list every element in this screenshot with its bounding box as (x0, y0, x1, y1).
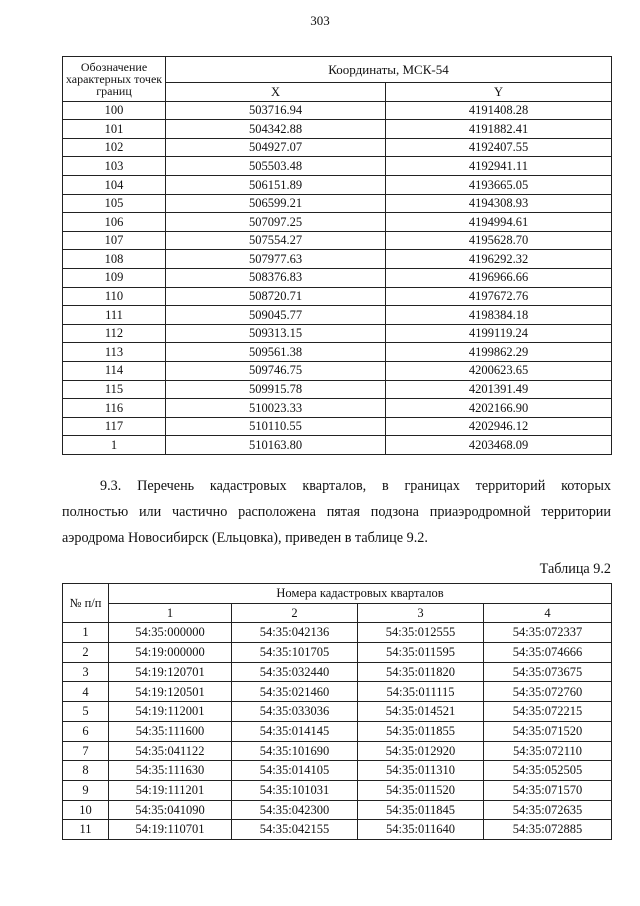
cadastral-number-cell: 54:35:042300 (232, 800, 358, 820)
coordinates-group-header: Координаты, МСК-54 (166, 57, 612, 83)
row-number-cell: 8 (63, 761, 109, 781)
point-id-cell: 101 (63, 120, 166, 139)
point-id-cell: 103 (63, 157, 166, 176)
y-coordinate-cell: 4194308.93 (386, 194, 612, 213)
x-coordinate-cell: 510110.55 (166, 417, 386, 436)
cadastral-number-cell: 54:35:072215 (484, 702, 612, 722)
point-id-cell: 102 (63, 138, 166, 157)
row-number-cell: 7 (63, 741, 109, 761)
x-coordinate-cell: 505503.48 (166, 157, 386, 176)
cadastral-number-cell: 54:35:072110 (484, 741, 612, 761)
cadastral-number-cell: 54:35:052505 (484, 761, 612, 781)
x-coordinate-cell: 504927.07 (166, 138, 386, 157)
row-number-cell: 3 (63, 662, 109, 682)
y-coordinate-cell: 4192407.55 (386, 138, 612, 157)
cadastral-number-cell: 54:35:033036 (232, 702, 358, 722)
y-coordinate-cell: 4203468.09 (386, 436, 612, 455)
point-id-cell: 108 (63, 250, 166, 269)
table-row (63, 175, 612, 194)
cadastral-number-cell: 54:35:042136 (232, 623, 358, 643)
y-coordinate-cell: 4199862.29 (386, 343, 612, 362)
x-coordinate-cell: 507097.25 (166, 213, 386, 232)
table-row (63, 399, 612, 418)
point-id-cell: 113 (63, 343, 166, 362)
table-row (63, 643, 612, 663)
cadastral-number-cell: 54:35:011115 (358, 682, 484, 702)
table-row (63, 361, 612, 380)
y-column-header: Y (386, 83, 612, 102)
row-number-cell: 5 (63, 702, 109, 722)
cadastral-quarters-table-body (63, 623, 612, 840)
table-row (63, 138, 612, 157)
row-number-header: № п/п (63, 584, 109, 623)
cadastral-number-cell: 54:35:012555 (358, 623, 484, 643)
point-id-cell: 110 (63, 287, 166, 306)
cadastral-number-cell: 54:35:072885 (484, 820, 612, 840)
table-row (63, 157, 612, 176)
point-id-cell: 111 (63, 306, 166, 325)
x-coordinate-cell: 508720.71 (166, 287, 386, 306)
y-coordinate-cell: 4202946.12 (386, 417, 612, 436)
table-row (63, 741, 612, 761)
table-row (63, 101, 612, 120)
x-coordinate-cell: 509746.75 (166, 361, 386, 380)
cadastral-number-cell: 54:35:021460 (232, 682, 358, 702)
cadastral-number-cell: 54:35:014105 (232, 761, 358, 781)
coordinates-table-body (63, 101, 612, 454)
cadastral-number-cell: 54:35:071570 (484, 780, 612, 800)
table-row (63, 380, 612, 399)
table-row (63, 436, 612, 455)
cadastral-number-cell: 54:35:011855 (358, 721, 484, 741)
point-id-cell: 117 (63, 417, 166, 436)
row-number-cell: 4 (63, 682, 109, 702)
row-number-cell: 6 (63, 721, 109, 741)
point-id-cell: 104 (63, 175, 166, 194)
cadastral-number-cell: 54:35:011310 (358, 761, 484, 781)
paragraph-line: полностью или частично расположена пятая подзона приаэродромной территории (62, 504, 611, 520)
table-row (63, 623, 612, 643)
cadastral-number-cell: 54:19:110701 (109, 820, 232, 840)
column-number-header: 2 (232, 603, 358, 623)
table-row (63, 702, 612, 722)
cadastral-number-cell: 54:35:014145 (232, 721, 358, 741)
y-coordinate-cell: 4192941.11 (386, 157, 612, 176)
cadastral-number-cell: 54:19:120501 (109, 682, 232, 702)
x-coordinate-cell: 509313.15 (166, 324, 386, 343)
x-coordinate-cell: 509045.77 (166, 306, 386, 325)
cadastral-number-cell: 54:35:072337 (484, 623, 612, 643)
point-id-cell: 116 (63, 399, 166, 418)
x-coordinate-cell: 509915.78 (166, 380, 386, 399)
y-coordinate-cell: 4195628.70 (386, 231, 612, 250)
table-row (63, 800, 612, 820)
coordinates-table (62, 56, 612, 455)
cadastral-number-cell: 54:35:000000 (109, 623, 232, 643)
boundary-point-header: Обозначение характерных точек границ (63, 57, 166, 102)
point-id-cell: 114 (63, 361, 166, 380)
x-coordinate-cell: 504342.88 (166, 120, 386, 139)
table-row (63, 268, 612, 287)
y-coordinate-cell: 4197672.76 (386, 287, 612, 306)
cadastral-number-cell: 54:35:011520 (358, 780, 484, 800)
table-row (63, 761, 612, 781)
cadastral-number-cell: 54:35:101690 (232, 741, 358, 761)
paragraph-line: 9.3. Перечень кадастровых кварталов, в границах территорий которых (100, 478, 611, 494)
table-row (63, 721, 612, 741)
column-number-header: 3 (358, 603, 484, 623)
y-coordinate-cell: 4201391.49 (386, 380, 612, 399)
y-coordinate-cell: 4198384.18 (386, 306, 612, 325)
point-id-cell: 105 (63, 194, 166, 213)
row-number-cell: 11 (63, 820, 109, 840)
cadastral-number-cell: 54:35:042155 (232, 820, 358, 840)
cadastral-number-cell: 54:35:074666 (484, 643, 612, 663)
y-coordinate-cell: 4200623.65 (386, 361, 612, 380)
y-coordinate-cell: 4193665.05 (386, 175, 612, 194)
cadastral-number-cell: 54:19:000000 (109, 643, 232, 663)
x-coordinate-cell: 510023.33 (166, 399, 386, 418)
cadastral-number-cell: 54:35:032440 (232, 662, 358, 682)
table-row (63, 250, 612, 269)
section-paragraph (62, 473, 611, 551)
cadastral-number-cell: 54:35:011845 (358, 800, 484, 820)
y-coordinate-cell: 4202166.90 (386, 399, 612, 418)
cadastral-number-cell: 54:35:011595 (358, 643, 484, 663)
cadastral-number-cell: 54:35:072635 (484, 800, 612, 820)
cadastral-number-cell: 54:35:072760 (484, 682, 612, 702)
y-coordinate-cell: 4196292.32 (386, 250, 612, 269)
table-row (63, 780, 612, 800)
cadastral-number-cell: 54:35:101705 (232, 643, 358, 663)
cadastral-number-cell: 54:35:014521 (358, 702, 484, 722)
cadastral-number-cell: 54:35:011820 (358, 662, 484, 682)
x-coordinate-cell: 510163.80 (166, 436, 386, 455)
point-id-cell: 107 (63, 231, 166, 250)
point-id-cell: 112 (63, 324, 166, 343)
cadastral-number-cell: 54:19:112001 (109, 702, 232, 722)
table-row (63, 662, 612, 682)
column-number-header: 1 (109, 603, 232, 623)
y-coordinate-cell: 4199119.24 (386, 324, 612, 343)
y-coordinate-cell: 4194994.61 (386, 213, 612, 232)
table-row (63, 682, 612, 702)
table-row (63, 213, 612, 232)
x-coordinate-cell: 509561.38 (166, 343, 386, 362)
cadastral-number-cell: 54:19:111201 (109, 780, 232, 800)
x-column-header: X (166, 83, 386, 102)
page-number: 303 (310, 13, 330, 28)
row-number-cell: 1 (63, 623, 109, 643)
table-row (63, 820, 612, 840)
cadastral-number-cell: 54:35:073675 (484, 662, 612, 682)
cadastral-number-cell: 54:35:041122 (109, 741, 232, 761)
y-coordinate-cell: 4196966.66 (386, 268, 612, 287)
cadastral-number-cell: 54:35:071520 (484, 721, 612, 741)
y-coordinate-cell: 4191408.28 (386, 101, 612, 120)
cadastral-number-cell: 54:35:101031 (232, 780, 358, 800)
cadastral-number-cell: 54:35:111630 (109, 761, 232, 781)
table-row (63, 324, 612, 343)
cadastral-number-cell: 54:35:011640 (358, 820, 484, 840)
x-coordinate-cell: 507977.63 (166, 250, 386, 269)
point-id-cell: 115 (63, 380, 166, 399)
cadastral-quarters-table (62, 583, 612, 840)
cadastral-number-cell: 54:19:120701 (109, 662, 232, 682)
cadastral-number-cell: 54:35:012920 (358, 741, 484, 761)
x-coordinate-cell: 506151.89 (166, 175, 386, 194)
x-coordinate-cell: 507554.27 (166, 231, 386, 250)
row-number-cell: 2 (63, 643, 109, 663)
table-caption: Таблица 9.2 (539, 561, 611, 577)
point-id-cell: 106 (63, 213, 166, 232)
table-row (63, 343, 612, 362)
column-number-row (63, 603, 612, 623)
row-number-cell: 10 (63, 800, 109, 820)
row-number-cell: 9 (63, 780, 109, 800)
x-coordinate-cell: 506599.21 (166, 194, 386, 213)
point-id-cell: 1 (63, 436, 166, 455)
table-row (63, 231, 612, 250)
table-row (63, 194, 612, 213)
table-row (63, 120, 612, 139)
table-row (63, 306, 612, 325)
cadastral-group-header: Номера кадастровых кварталов (109, 584, 612, 604)
x-coordinate-cell: 508376.83 (166, 268, 386, 287)
point-id-cell: 100 (63, 101, 166, 120)
y-coordinate-cell: 4191882.41 (386, 120, 612, 139)
cadastral-number-cell: 54:35:111600 (109, 721, 232, 741)
x-coordinate-cell: 503716.94 (166, 101, 386, 120)
table-row (63, 417, 612, 436)
paragraph-line: аэродрома Новосибирск (Ельцовка), приведен в таблице 9.2. (62, 530, 428, 546)
cadastral-number-cell: 54:35:041090 (109, 800, 232, 820)
column-number-header: 4 (484, 603, 612, 623)
point-id-cell: 109 (63, 268, 166, 287)
table-row (63, 287, 612, 306)
